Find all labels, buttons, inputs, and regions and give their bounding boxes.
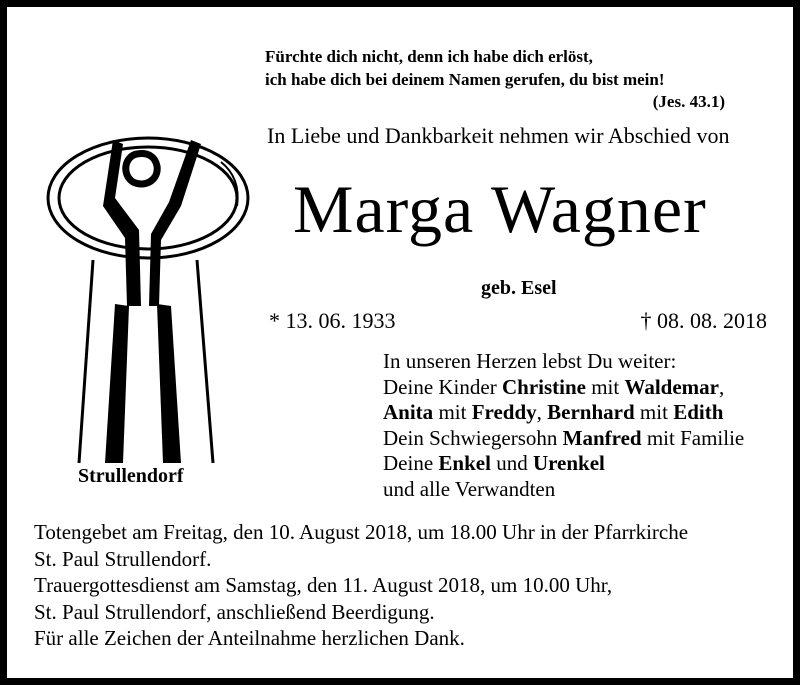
deceased-name: Marga Wagner <box>293 171 707 247</box>
bible-verse <box>265 45 665 91</box>
mourners-line-3: Anita mit Freddy, Bernhard mit Edith <box>383 400 724 424</box>
verse-line-2: ich habe dich bei deinem Namen gerufen, du bist mein! <box>265 70 665 89</box>
place-name: Strullendorf <box>78 465 184 487</box>
verse-reference: (Jes. 43.1) <box>652 92 725 111</box>
maiden-name: geb. Esel <box>481 277 557 299</box>
mourners-list <box>383 349 744 502</box>
mourners-line-4: Dein Schwiegersohn Manfred mit Familie <box>383 425 745 450</box>
service-line-4: St. Paul Strullendorf, anschließend Beerdigung. <box>34 599 435 624</box>
verse-line-1: Fürchte dich nicht, denn ich habe dich erlöst, <box>265 47 593 66</box>
mourners-line-2: Deine Kinder Christine mit Waldemar, <box>383 374 725 399</box>
mourners-line-1: In unseren Herzen lebst Du weiter: <box>383 349 677 373</box>
service-line-3: Trauergottesdienst am Samstag, den 11. August 2018, um 10.00 Uhr, <box>34 573 613 598</box>
service-line-1: Totengebet am Freitag, den 10. August 2018, um 18.00 Uhr in der Pfarrkirche <box>34 520 689 544</box>
mourners-line-5: Deine Enkel und Urenkel <box>383 451 605 475</box>
rising-figure-ring-icon <box>41 110 251 465</box>
service-line-5: Für alle Zeichen der Anteilnahme herzlichen Dank. <box>34 626 465 651</box>
mourners-line-6: und alle Verwandten <box>383 476 556 501</box>
service-line-2: St. Paul Strullendorf. <box>34 546 212 571</box>
farewell-intro: In Liebe und Dankbarkeit nehmen wir Abschied von <box>267 123 730 148</box>
birth-date: * 13. 06. 1933 <box>269 308 396 333</box>
death-date: † 08. 08. 2018 <box>640 308 767 333</box>
service-details <box>34 519 688 652</box>
